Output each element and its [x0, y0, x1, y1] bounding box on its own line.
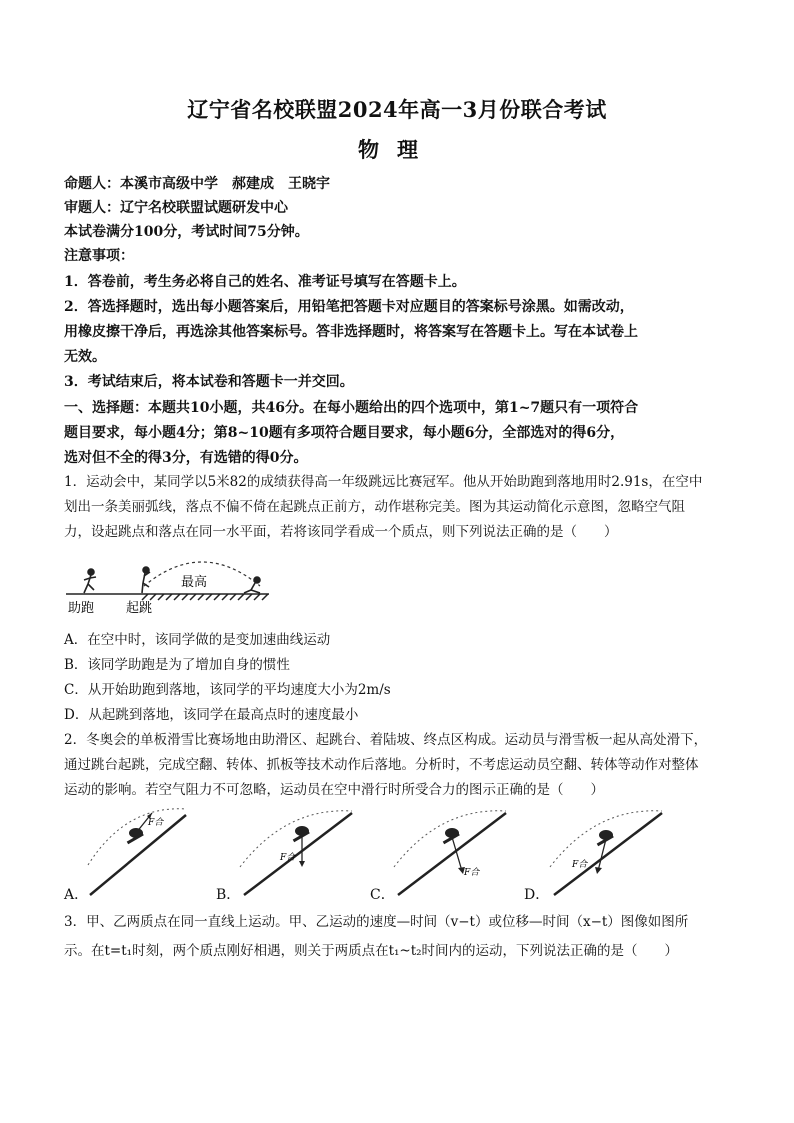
question-3-line: 示。在t=t₁时刻，两个质点刚好相遇，则关于两质点在t₁~t₂时间内的运动，下列说法正确的是（ ）	[64, 943, 679, 959]
q2-figure-a	[86, 805, 196, 897]
question-2-line: 运动的影响。若空气阻力不可忽略，运动员在空中滑行时所受合力的图示正确的是（ ）	[64, 782, 604, 798]
q1-option-c: C．从开始助跑到落地，该同学的平均速度大小为2m/s	[64, 682, 391, 698]
skier-icon	[443, 828, 460, 844]
notice-heading: 注意事项：	[64, 248, 134, 264]
notice-line: 2．答选择题时，选出每小题答案后，用铅笔把答题卡对应题目的答案标号涂黑。如需改动，	[64, 299, 634, 315]
force-label: F合	[464, 868, 480, 878]
jumper-icon	[142, 567, 150, 593]
notice-line: 3．考试结束后，将本试卷和答题卡一并交回。	[64, 374, 354, 390]
runner-icon	[84, 569, 96, 593]
question-2-line: 通过跳台起跳，完成空翻、转体、抓板等技术动作后落地。分析时，不考虑运动员空翻、转体等动作对整体	[64, 757, 699, 773]
q2-option-b-label: B．	[216, 887, 241, 903]
jump-label: 起跳	[126, 601, 153, 616]
q2-option-a-label: A．	[64, 887, 89, 903]
notice-line: 用橡皮擦干净后，再选涂其他答案标号。答非选择题时，将答案写在答题卡上。写在本试卷上	[64, 324, 638, 340]
q2-figure-c	[390, 805, 510, 897]
long-jump-figure	[64, 550, 274, 620]
q1-option-a: A．在空中时，该同学做的是变加速曲线运动	[64, 632, 331, 648]
question-2-line: 2．冬奥会的单板滑雪比赛场地由助滑区、起跳台、着陆坡、终点区构成。运动员与滑雪板一起从高处滑下，	[64, 732, 708, 748]
score-time-line: 本试卷满分100分，考试时间75分钟。	[64, 224, 309, 240]
skier-icon	[293, 826, 310, 842]
run-label: 助跑	[68, 601, 95, 616]
notice-line: 无效。	[64, 349, 106, 365]
subject-title: 物理	[358, 137, 436, 162]
force-label: F合	[572, 860, 588, 870]
exam-title: 辽宁省名校联盟2024年高一3月份联合考试	[187, 97, 607, 122]
question-3-line: 3．甲、乙两质点在同一直线上运动。甲、乙运动的速度—时间（v−t）或位移—时间（x−t）图像如图所	[64, 914, 689, 930]
question-1-line: 划出一条美丽弧线，落点不偏不倚在起跳点正前方，动作堪称完美。图为其运动简化示意图，忽略空气阻	[64, 499, 685, 515]
q2-option-c-label: C．	[370, 887, 395, 903]
q2-option-d-label: D．	[524, 887, 550, 903]
reviewer-line: 审题人：辽宁名校联盟试题研发中心	[64, 200, 288, 216]
section-heading-line: 选对但不全的得3分，有选错的得0分。	[64, 450, 308, 466]
notice-line: 1．答卷前，考生务必将自己的姓名、准考证号填写在答题卡上。	[64, 274, 466, 290]
force-label: F合	[280, 853, 296, 863]
q2-figure-d	[546, 805, 666, 897]
q1-option-d: D．从起跳到落地，该同学在最高点时的速度最小	[64, 707, 359, 723]
question-1-line: 1．运动会中，某同学以5米82的成绩获得高一年级跳远比赛冠军。他从开始助跑到落地用时2.91s，在空中	[64, 474, 703, 490]
top-label: 最高	[181, 575, 208, 590]
q1-option-b: B．该同学助跑是为了增加自身的惯性	[64, 657, 290, 673]
lander-icon	[244, 577, 260, 593]
section-heading-line: 一、选择题：本题共10小题，共46分。在每小题给出的四个选项中，第1~7题只有一项符合	[64, 400, 639, 416]
force-label: F合	[148, 818, 164, 828]
landing-hatching	[142, 594, 268, 600]
question-1-line: 力，设起跳点和落点在同一水平面，若将该同学看成一个质点，则下列说法正确的是（ ）	[64, 524, 618, 540]
authors-line: 命题人：本溪市高级中学 郝建成 王晓宇	[64, 176, 330, 192]
section-heading-line: 题目要求，每小题4分；第8~10题有多项符合题目要求，每小题6分，全部选对的得6分，	[64, 425, 625, 441]
q2-figure-b	[236, 805, 356, 897]
skier-icon	[127, 828, 144, 844]
